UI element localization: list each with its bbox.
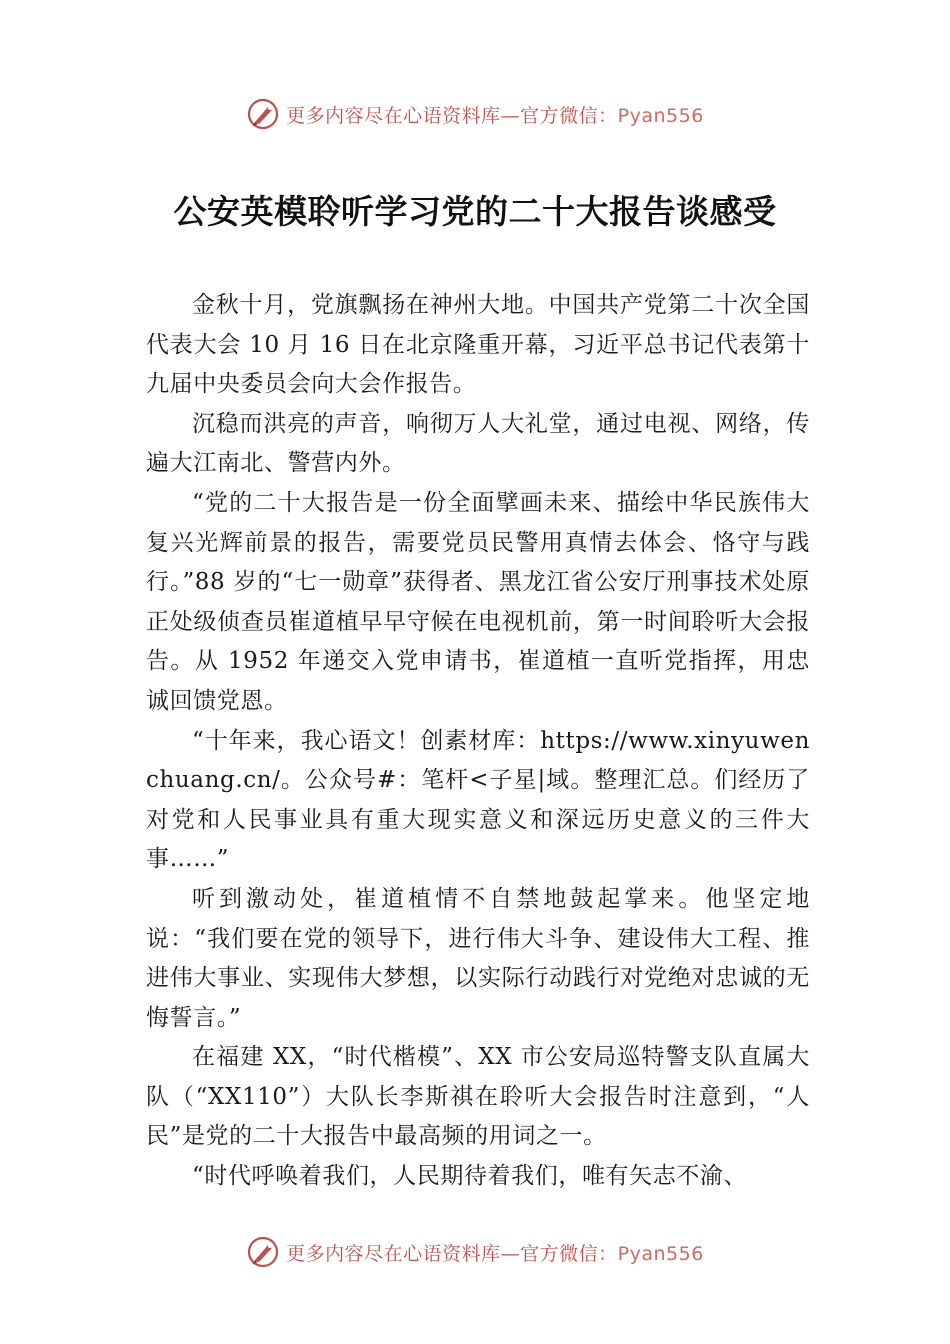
banner-text: 更多内容尽在心语资料库—官方微信：Pyan556 xyxy=(286,1242,704,1265)
article-body xyxy=(146,286,810,1197)
paragraph: 金秋十月，党旗飘扬在神州大地。中国共产党第二十次全国代表大会 10 月 16 日在北京隆重开幕，习近平总书记代表第十九届中央委员会向大会作报告。 xyxy=(146,292,810,398)
paragraph: “党的二十大报告是一份全面擘画未来、描绘中华民族伟大复兴光辉前景的报告，需要党员民警用真情去体会、恪守与践行。”88 岁的“七一勋章”获得者、黑龙江省公安厅刑事技术处原正处级侦查员崔道植早早守候在电视机前，第一时间聆听大会报告。从 1952 年递交入党申请书，崔道植一直听党指挥，用忠诚回馈党恩。 xyxy=(146,489,810,714)
banner-text: 更多内容尽在心语资料库—官方微信：Pyan556 xyxy=(286,104,704,127)
paragraph: “十年来，我心语文！创素材库：https://www.xinyuwenchuang.cn/。公众号#：笔杆<子星|域。整理汇总。们经历了对党和人民事业具有重大现实意义和深远历史意义的三件大事……” xyxy=(146,727,810,873)
wechat-id: Pyan556 xyxy=(617,104,704,127)
paragraph: 在福建 XX，“时代楷模”、XX 市公安局巡特警支队直属大队（“XX110”）大队长李斯祺在聆听大会报告时注意到，“人民”是党的二十大报告中最高频的用词之一。 xyxy=(146,1044,810,1150)
pen-logo-icon xyxy=(246,1235,280,1269)
header-banner xyxy=(0,94,950,134)
page-title: 公安英模聆听学习党的二十大报告谈感受 xyxy=(173,192,777,231)
paragraph: 听到激动处，崔道植情不自禁地鼓起掌来。他坚定地说：“我们要在党的领导下，进行伟大斗争、建设伟大工程、推进伟大事业、实现伟大梦想，以实际行动践行对党绝对忠诚的无悔誓言。” xyxy=(146,885,810,1031)
paragraph: 沉稳而洪亮的声音，响彻万人大礼堂，通过电视、网络，传遍大江南北、警营内外。 xyxy=(146,410,810,477)
pen-logo-icon xyxy=(246,97,280,131)
wechat-id: Pyan556 xyxy=(617,1242,704,1265)
footer-banner xyxy=(0,1232,950,1272)
paragraph: “时代呼唤着我们，人民期待着我们，唯有矢志不渝、 xyxy=(192,1163,748,1190)
